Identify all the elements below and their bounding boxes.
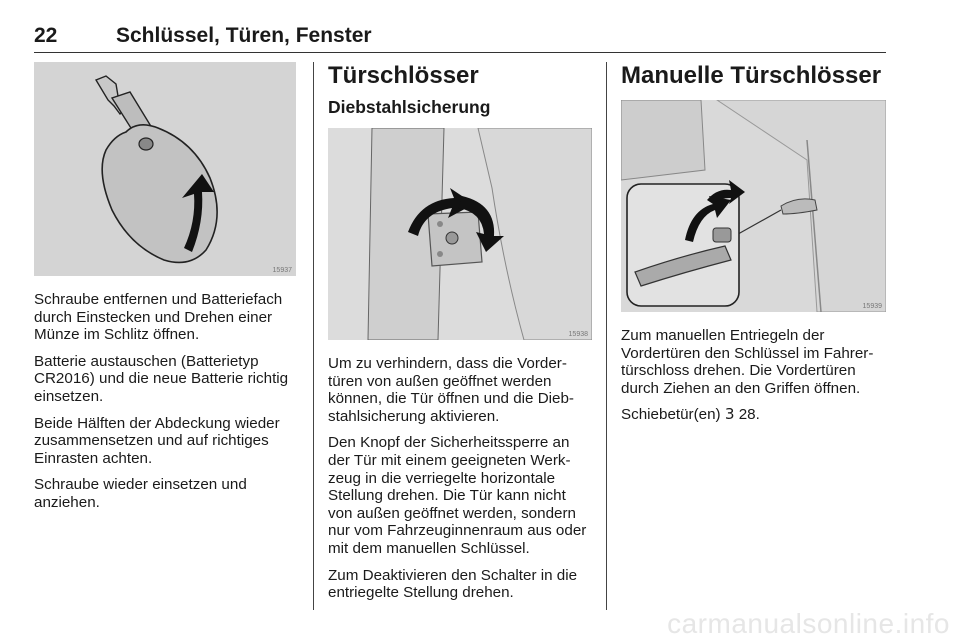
column-3: [621, 62, 886, 433]
paragraph: Zum Deaktivieren den Schalter in die entriegelte Stellung drehen.: [328, 566, 578, 602]
cross-reference[interactable]: Schiebetür(en) 3 28.: [621, 405, 760, 424]
page-header: [34, 22, 886, 53]
section-subheading: Diebstahlsicherung: [328, 97, 491, 117]
column-divider: [313, 62, 314, 610]
paragraph: Schraube wieder einsetzen und anziehen.: [34, 476, 247, 511]
watermark: carmanualsonline.info: [667, 608, 950, 639]
figure-id: 15939: [862, 303, 882, 310]
figure-id: 15937: [272, 267, 292, 274]
page-title: Schlüssel, Türen, Fenster: [116, 24, 372, 47]
door-lock-illustration: [328, 128, 592, 340]
column-2: [328, 62, 592, 611]
paragraph: Zum manuellen Entriegeln der Vordertüren den Schlüssel im Fahrer-türschloss drehen. Die Vordertüren durch Ziehen an den Griffen öffnen.: [621, 327, 874, 397]
section-heading: Manuelle Türschlösser: [621, 62, 882, 89]
figure-id: 15938: [568, 331, 588, 338]
key-fob-illustration: [34, 62, 296, 276]
manual-door-lock-figure: [621, 100, 886, 312]
column-divider: [606, 62, 607, 610]
section-heading: Türschlösser: [328, 62, 479, 89]
key-battery-figure: [34, 62, 296, 276]
paragraph: Schraube entfernen und Batteriefach durch Einstecken und Drehen einer Münze im Schlitz öffnen.: [34, 291, 283, 344]
paragraph: Batterie austauschen (Batterietyp CR2016) und die neue Batterie richtig einsetzen.: [34, 352, 289, 405]
paragraph: Den Knopf der Sicherheitssperre an der Tür mit einem geeigneten Werk-zeug in die verriegelte horizontale Stellung drehen. Die Tür kann nicht von außen geöffnet werden, sondern nur vom Fahrzeuginnenraum aus oder mit dem manuellen Schlüssel.: [328, 434, 587, 557]
column-1: [34, 62, 296, 521]
crossref-arrow-icon: 3: [724, 405, 735, 424]
page-number: 22: [34, 24, 58, 47]
paragraph: Um zu verhindern, dass die Vorder-türen von außen geöffnet werden können, die Tür öffnen und die Dieb-stahlsicherung aktivieren.: [328, 355, 574, 425]
door-handle-illustration: [621, 100, 886, 312]
child-lock-figure: [328, 128, 592, 340]
paragraph: Beide Hälften der Abdeckung wieder zusammensetzen und auf richtiges Einrasten achten.: [34, 414, 280, 467]
